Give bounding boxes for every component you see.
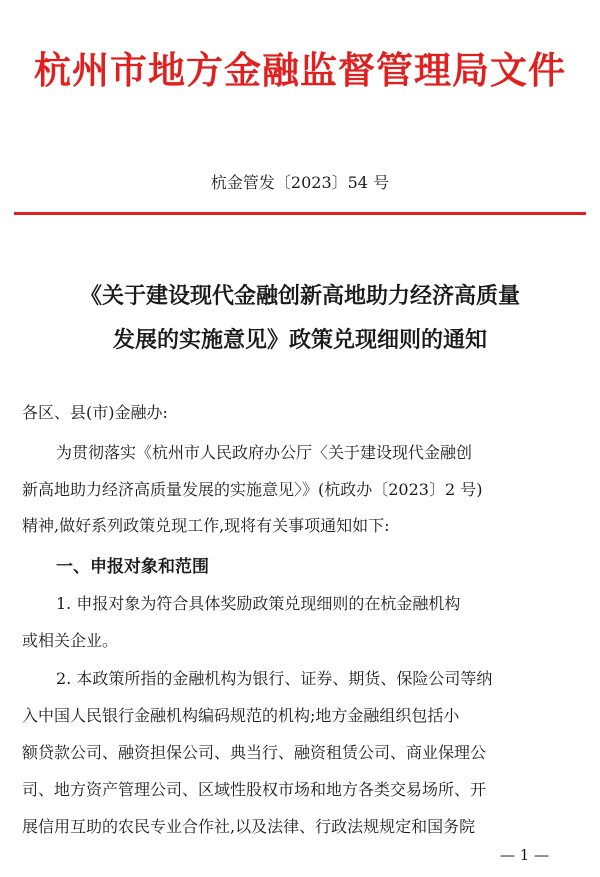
paragraph-line: 2. 本政策所指的金融机构为银行、证券、期货、保险公司等纳 xyxy=(56,669,493,688)
notice-title-line-1: 《关于建设现代金融创新高地助力经济高质量 xyxy=(79,284,520,309)
notice-title-line-2: 发展的实施意见》政策兑现细则的通知 xyxy=(112,328,487,353)
document-number: 杭金管发〔2023〕54 号 xyxy=(210,173,390,192)
paragraph-line: 展信用互助的农民专业合作社,以及法律、行政法规规定和国务院 xyxy=(22,817,476,836)
paragraph-line: 1. 申报对象为符合具体奖励政策兑现细则的在杭金融机构 xyxy=(56,594,461,613)
page-number: — 1 — xyxy=(500,846,550,864)
intro-line: 新高地助力经济高质量发展的实施意见〉》(杭政办〔2023〕2 号) xyxy=(22,480,483,499)
section-heading: 一、申报对象和范围 xyxy=(56,557,209,577)
intro-line: 精神,做好系列政策兑现工作,现将有关事项通知如下: xyxy=(22,516,390,535)
paragraph-line: 额贷款公司、融资担保公司、典当行、融资租赁公司、商业保理公 xyxy=(22,743,487,762)
intro-line: 为贯彻落实《杭州市人民政府办公厅〈关于建设现代金融创 xyxy=(56,443,473,462)
salutation: 各区、县(市)金融办: xyxy=(22,403,168,422)
paragraph-line: 入中国人民银行金融机构编码规范的机构;地方金融组织包括小 xyxy=(22,706,460,725)
red-divider-line xyxy=(14,212,586,215)
notice-title xyxy=(0,275,600,363)
paragraph-line: 或相关企业。 xyxy=(22,631,119,650)
document-header-title: 杭州市地方金融监督管理局文件 xyxy=(34,49,566,92)
paragraph-line: 司、地方资产管理公司、区域性股权市场和地方各类交易场所、开 xyxy=(22,780,487,799)
